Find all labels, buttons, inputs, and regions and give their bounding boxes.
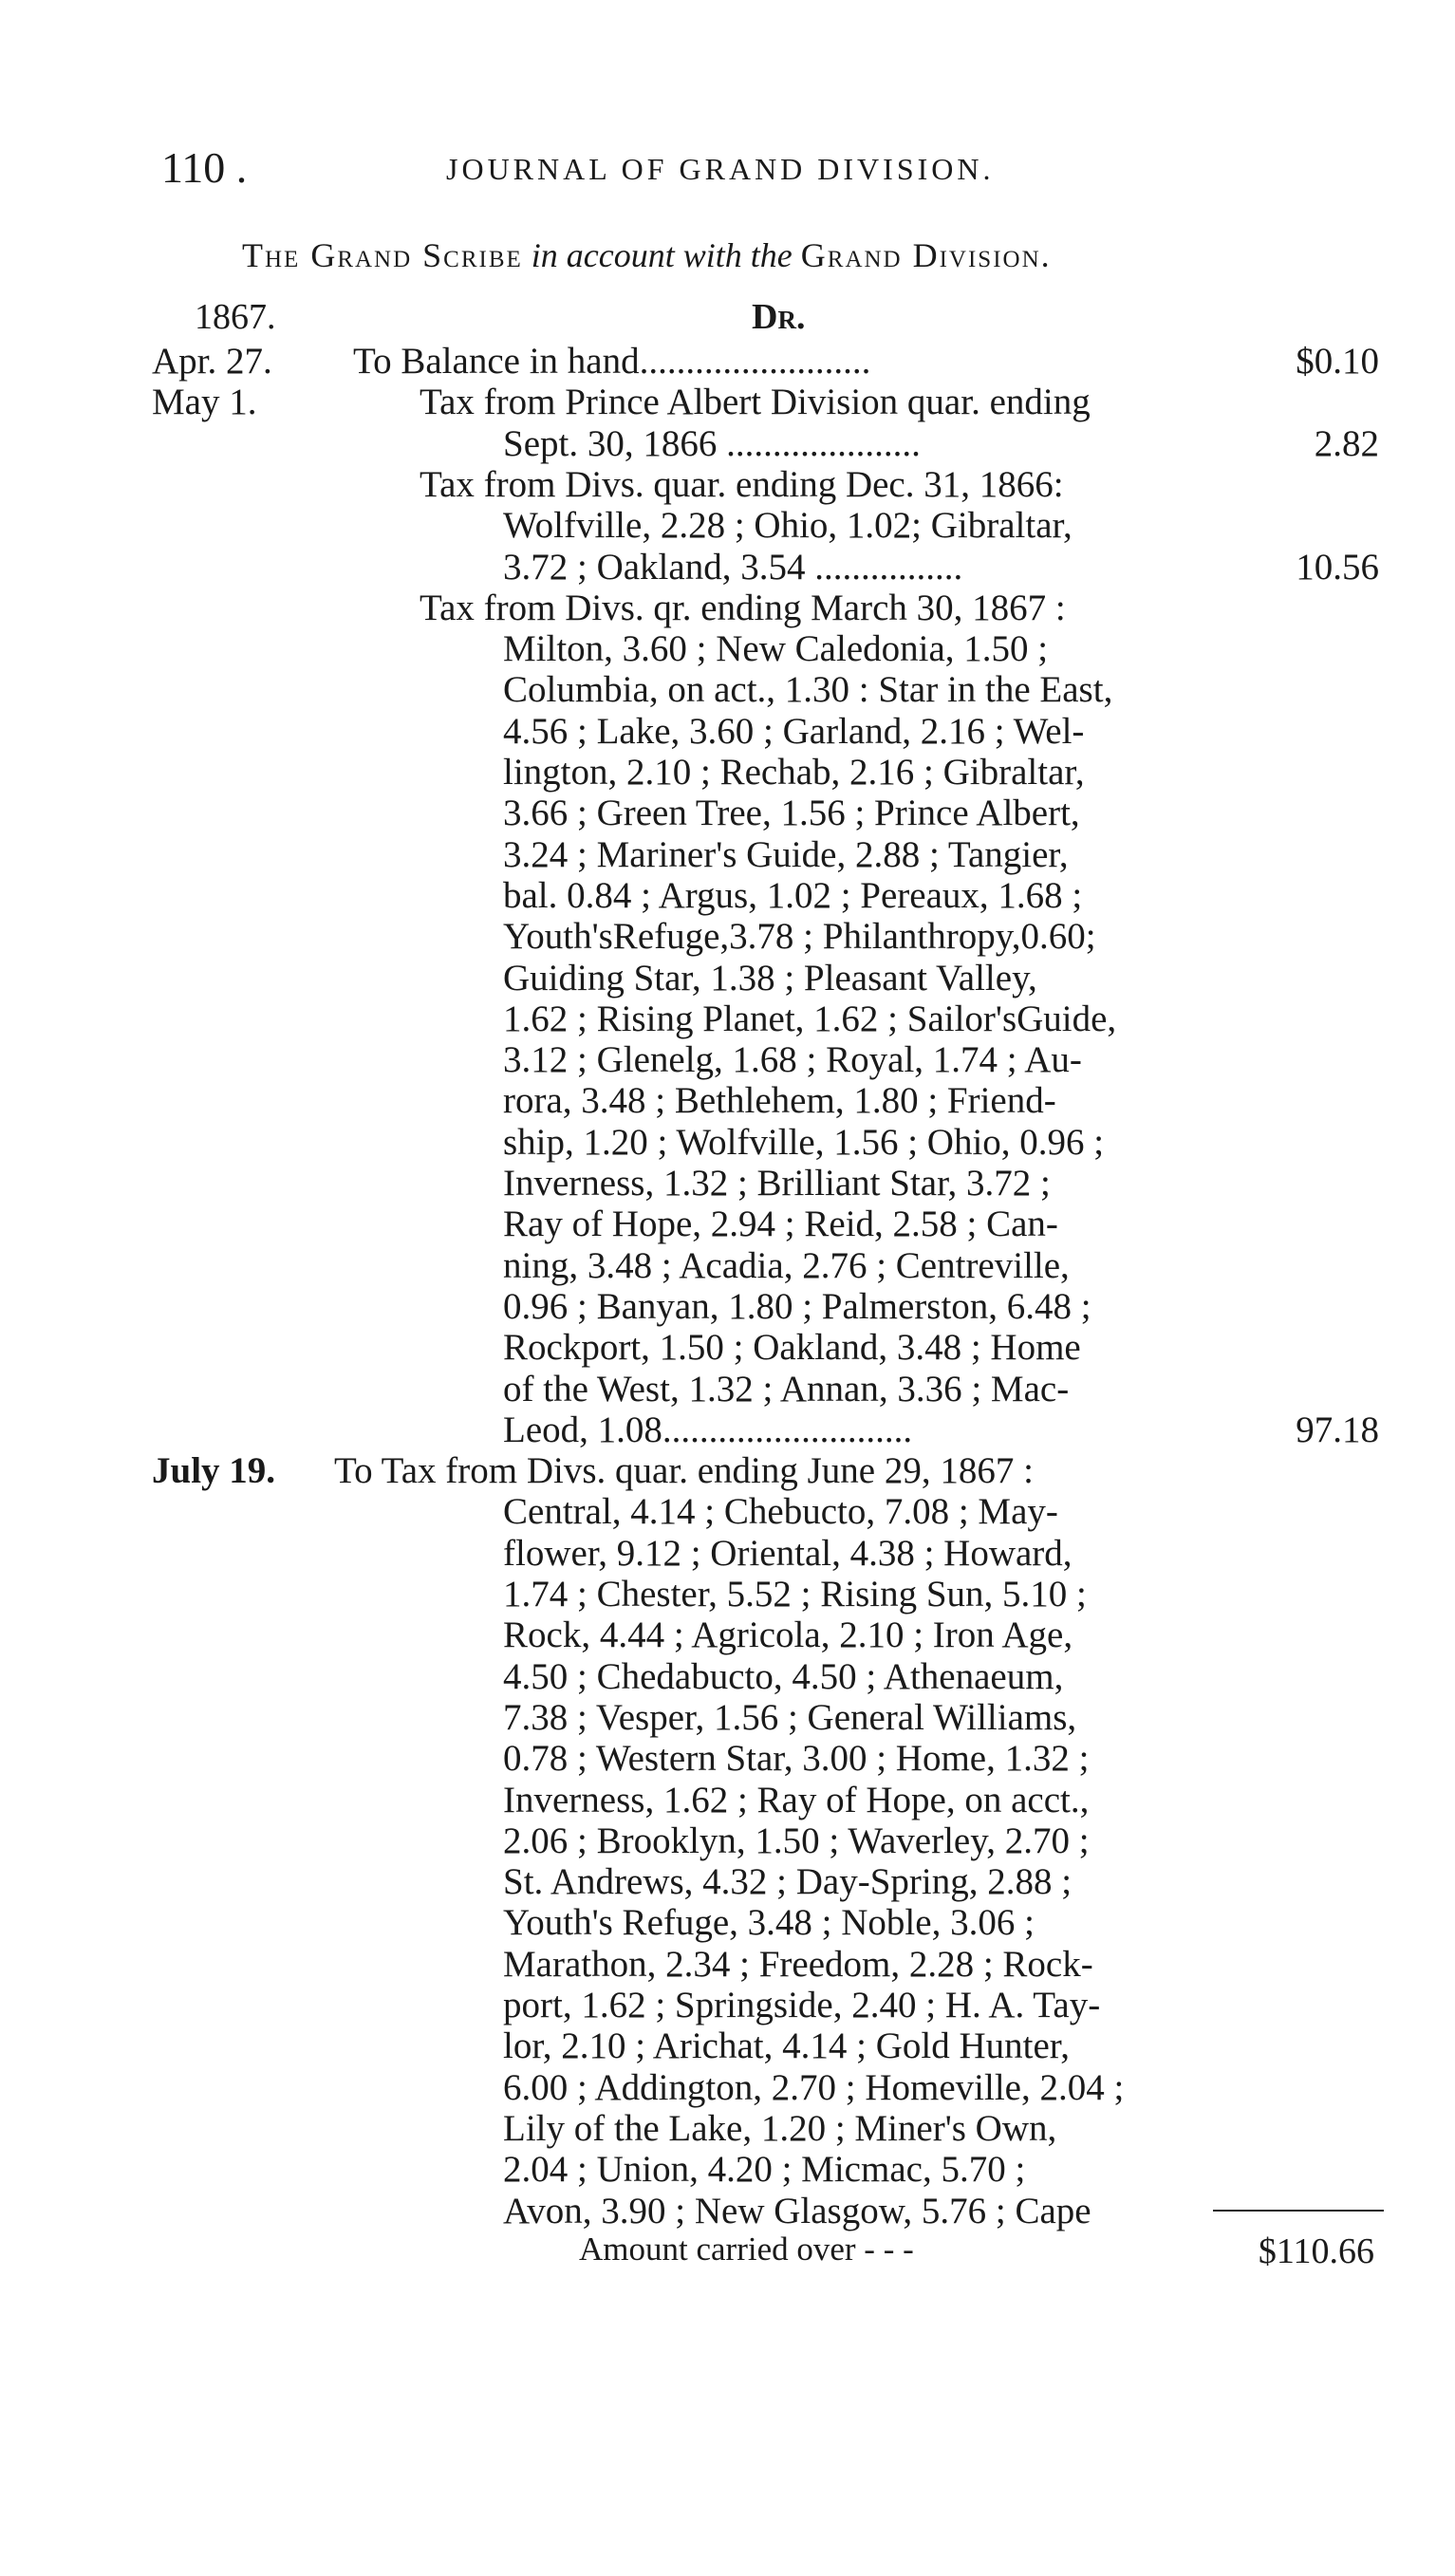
ledger-line: 4.56 ; Lake, 3.60 ; Garland, 2.16 ; Wel-: [503, 711, 1085, 752]
carried-over-amount: $110.66: [1258, 2231, 1374, 2271]
ledger-line: flower, 9.12 ; Oriental, 4.38 ; Howard,: [503, 1533, 1073, 1574]
entry-date: May 1.: [152, 382, 257, 423]
entry-date: Apr. 27.: [152, 341, 272, 382]
ledger-line: Youth'sRefuge,3.78 ; Philanthropy,0.60;: [503, 917, 1096, 958]
account-title-counterparty: Grand Division.: [800, 236, 1052, 274]
ledger-line: 3.12 ; Glenelg, 1.68 ; Royal, 1.74 ; Au-: [503, 1040, 1082, 1081]
ledger-line: ship, 1.20 ; Wolfville, 1.56 ; Ohio, 0.96 ;: [503, 1122, 1105, 1163]
account-title: [242, 235, 1052, 275]
ledger-year: 1867.: [195, 297, 276, 337]
ledger-line: Inverness, 1.32 ; Brilliant Star, 3.72 ;: [503, 1164, 1051, 1204]
ledger-line: 0.96 ; Banyan, 1.80 ; Palmerston, 6.48 ;: [503, 1286, 1091, 1327]
total-rule: [1213, 2210, 1384, 2212]
ledger-line: To Tax from Divs. quar. ending June 29, 1867 :: [334, 1451, 1034, 1492]
ledger-line: Columbia, on act., 1.30 : Star in the East,: [503, 670, 1113, 711]
entry-amount: 2.82: [1314, 422, 1379, 464]
ledger-line: ning, 3.48 ; Acadia, 2.76 ; Centreville,: [503, 1245, 1070, 1286]
journal-title: JOURNAL OF GRAND DIVISION.: [446, 152, 995, 186]
ledger-line: Youth's Refuge, 3.48 ; Noble, 3.06 ;: [503, 1903, 1035, 1944]
account-title-connector: in account with the: [531, 236, 793, 274]
ledger-line: Marathon, 2.34 ; Freedom, 2.28 ; Rock-: [503, 1944, 1093, 1985]
ledger-line: 3.72 ; Oakland, 3.54 ................: [503, 547, 963, 588]
entry-amount: 10.56: [1296, 546, 1379, 588]
ledger-line: St. Andrews, 4.32 ; Day-Spring, 2.88 ;: [503, 1862, 1073, 1903]
ledger-line: lor, 2.10 ; Arichat, 4.14 ; Gold Hunter,: [503, 2026, 1070, 2067]
ledger-line: Inverness, 1.62 ; Ray of Hope, on acct.,: [503, 1780, 1090, 1820]
ledger-line: 6.00 ; Addington, 2.70 ; Homeville, 2.04 ;: [503, 2067, 1125, 2108]
ledger-line: port, 1.62 ; Springside, 2.40 ; H. A. Tay-: [503, 1986, 1101, 2025]
ledger-line: 7.38 ; Vesper, 1.56 ; General Williams,: [503, 1697, 1077, 1738]
ledger-line: Rockport, 1.50 ; Oakland, 3.48 ; Home: [503, 1328, 1081, 1369]
ledger-line: Avon, 3.90 ; New Glasgow, 5.76 ; Cape: [503, 2191, 1091, 2231]
ledger-line: Tax from Prince Albert Division quar. ending: [420, 383, 1091, 423]
page-number: 110 .: [161, 143, 248, 192]
ledger-line: 2.04 ; Union, 4.20 ; Micmac, 5.70 ;: [503, 2150, 1026, 2191]
ledger-line: Leod, 1.08...........................: [503, 1409, 913, 1450]
ledger-line: Central, 4.14 ; Chebucto, 7.08 ; May-: [503, 1492, 1058, 1533]
ledger-line: rora, 3.48 ; Bethlehem, 1.80 ; Friend-: [503, 1081, 1056, 1122]
ledger-line: 3.24 ; Mariner's Guide, 2.88 ; Tangier,: [503, 834, 1069, 875]
ledger-line: Rock, 4.44 ; Agricola, 2.10 ; Iron Age,: [503, 1615, 1073, 1656]
ledger-line: 4.50 ; Chedabucto, 4.50 ; Athenaeum,: [503, 1656, 1064, 1697]
ledger-line: Guiding Star, 1.38 ; Pleasant Valley,: [503, 958, 1037, 999]
ledger-line: To Balance in hand.........................: [353, 342, 871, 382]
ledger-line: 1.74 ; Chester, 5.52 ; Rising Sun, 5.10 ;: [503, 1575, 1087, 1615]
ledger-line: Lily of the Lake, 1.20 ; Miner's Own,: [503, 2108, 1057, 2149]
ledger-line: 0.78 ; Western Star, 3.00 ; Home, 1.32 ;: [503, 1739, 1090, 1780]
ledger-line: Wolfville, 2.28 ; Ohio, 1.02; Gibraltar,: [503, 506, 1073, 547]
ledger-line: Tax from Divs. quar. ending Dec. 31, 1866:: [420, 464, 1064, 505]
ledger-line: bal. 0.84 ; Argus, 1.02 ; Pereaux, 1.68 ;: [503, 875, 1083, 916]
ledger-line: Sept. 30, 1866 .....................: [503, 423, 921, 464]
running-head: [161, 142, 1357, 199]
ledger-line: Ray of Hope, 2.94 ; Reid, 2.58 ; Can-: [503, 1204, 1058, 1245]
ledger-line: 1.62 ; Rising Planet, 1.62 ; Sailor'sGuide,: [503, 999, 1117, 1039]
entry-date: July 19.: [152, 1450, 276, 1492]
carried-over-label: Amount carried over - - -: [579, 2231, 914, 2268]
entry-amount: 97.18: [1296, 1409, 1379, 1450]
ledger-line: 2.06 ; Brooklyn, 1.50 ; Waverley, 2.70 ;: [503, 1820, 1090, 1861]
ledger-line: of the West, 1.32 ; Annan, 3.36 ; Mac-: [503, 1369, 1070, 1409]
ledger-line: lington, 2.10 ; Rechab, 2.16 ; Gibraltar,: [503, 753, 1085, 793]
account-title-party: The Grand Scribe: [242, 236, 523, 274]
ledger-side-debit: Dr.: [752, 297, 806, 337]
ledger-line: Tax from Divs. qr. ending March 30, 1867 :: [420, 588, 1066, 628]
entry-amount: $0.10: [1296, 341, 1379, 382]
ledger-line: Milton, 3.60 ; New Caledonia, 1.50 ;: [503, 629, 1049, 670]
ledger-line: 3.66 ; Green Tree, 1.56 ; Prince Albert,: [503, 793, 1080, 834]
